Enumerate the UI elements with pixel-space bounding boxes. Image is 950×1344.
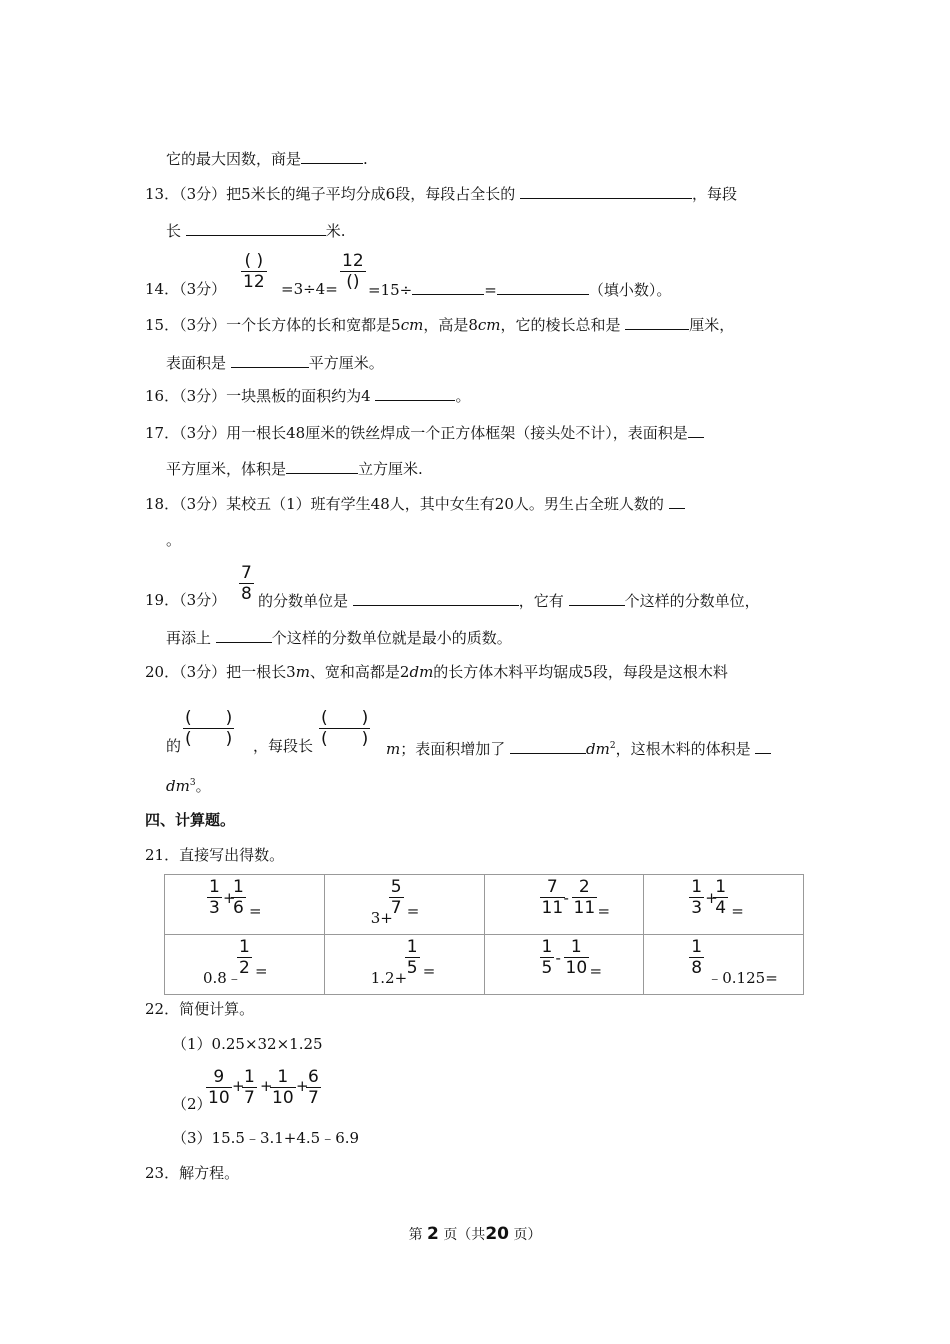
fraction <box>572 878 598 917</box>
question-text: （填小数）。 <box>588 281 672 299</box>
question-score: （3分） <box>179 663 227 681</box>
superscript: 2 <box>609 741 616 751</box>
fraction-denominator: () <box>346 272 360 292</box>
fraction-numerator: 1 <box>691 877 703 897</box>
expression-text: = <box>406 902 420 920</box>
question-20-line2-a <box>166 736 181 756</box>
question-17-line2 <box>166 458 423 479</box>
fraction-denominator: 10 <box>208 1088 230 1108</box>
footer-text: 页） <box>513 1227 542 1243</box>
fraction-denominator: 2 <box>239 958 250 978</box>
answer-blank[interactable] <box>569 590 625 606</box>
fraction-denominator: 5 <box>541 958 553 978</box>
fraction-denominator: ( ) <box>321 729 369 749</box>
fraction-denominator: 3 <box>691 898 703 918</box>
question-19-line2 <box>166 627 512 648</box>
fraction-numerator: 1 <box>239 937 250 957</box>
question-text: ；表面积增加了 <box>400 740 506 758</box>
question-text: ，这根木料的体积是 <box>615 740 751 758</box>
question-number: 17． <box>145 424 180 442</box>
answer-blank[interactable] <box>688 422 704 438</box>
fraction <box>540 878 566 917</box>
question-text: =15÷ <box>368 281 413 299</box>
question-text: 个这样的分数单位就是最小的质数。 <box>271 629 512 647</box>
fraction-numerator: ( ) <box>321 708 369 728</box>
fraction <box>405 938 420 977</box>
question-14-mid <box>281 279 338 299</box>
question-20 <box>145 662 728 682</box>
question-21-title: 21．直接写出得数。 <box>145 846 285 864</box>
question-text: 长 <box>166 222 182 240</box>
expression-text: = <box>589 962 603 980</box>
q22-part3: （3）15.5﹣3.1+4.5﹣6.9 <box>172 1129 360 1147</box>
fraction-denominator: 12 <box>243 272 265 292</box>
unit: m <box>295 663 310 681</box>
fraction <box>306 1068 321 1107</box>
expression-text: + <box>232 1077 245 1095</box>
fraction-numerator: 7 <box>241 563 252 583</box>
fraction-numerator: 9 <box>213 1067 225 1087</box>
fraction-denominator: 10 <box>272 1088 294 1108</box>
question-text: = <box>484 281 497 299</box>
question-score: （3分） <box>179 495 227 513</box>
q12-text: 它的最大因数，商是 <box>166 150 302 168</box>
calc-cell[interactable] <box>165 875 325 935</box>
fraction <box>237 938 252 977</box>
answer-blank[interactable] <box>412 279 484 295</box>
answer-blank[interactable] <box>497 279 589 295</box>
fraction-numerator: 1 <box>570 937 582 957</box>
answer-blank[interactable] <box>375 385 455 401</box>
question-text: ，高是8 <box>423 316 478 334</box>
question-15 <box>145 314 734 335</box>
fraction <box>319 709 370 748</box>
question-17 <box>145 422 704 443</box>
expression-text: = <box>731 902 744 920</box>
question-score: （3分） <box>179 591 227 609</box>
question-text: 。 <box>455 387 471 405</box>
expression-text: = <box>597 902 611 920</box>
calc-cell[interactable] <box>484 935 644 995</box>
question-text: ，每段长 <box>253 737 314 755</box>
question-text: 一个长方体的长和宽都是5 <box>226 316 401 334</box>
question-text: 厘米， <box>689 316 735 334</box>
fraction-numerator: 6 <box>308 1067 319 1087</box>
question-text: ，它有 <box>518 592 564 610</box>
question-text: 把5米长的绳子平均分成6段，每段占全长的 <box>226 185 516 203</box>
fraction-denominator: 7 <box>308 1088 319 1108</box>
expression-text: = <box>255 962 268 980</box>
question-23-title: 23．解方程。 <box>145 1164 240 1182</box>
unit: cm <box>400 316 424 334</box>
question-score: （3分） <box>179 280 227 298</box>
question-number: 16． <box>145 387 180 405</box>
fraction-numerator: 1 <box>541 937 553 957</box>
q12-tail <box>166 148 368 169</box>
answer-blank[interactable] <box>186 220 326 236</box>
question-text: 米. <box>325 222 346 240</box>
fraction-denominator: 5 <box>406 958 418 978</box>
calc-cell[interactable] <box>484 875 644 935</box>
expression-text: + <box>705 889 718 907</box>
question-text: 再添上 <box>166 629 212 647</box>
fraction <box>713 878 728 917</box>
fraction <box>689 938 704 977</box>
answer-blank[interactable] <box>301 148 363 164</box>
question-number: 15． <box>145 316 180 334</box>
answer-blank[interactable] <box>216 627 272 643</box>
question-number: 19． <box>145 591 180 609</box>
question-text: 个这样的分数单位， <box>624 592 760 610</box>
fraction <box>239 564 254 603</box>
fraction-denominator: 7 <box>390 898 402 918</box>
question-text: 立方厘米. <box>358 460 423 478</box>
expression-text: + <box>296 1077 309 1095</box>
calc-cell[interactable] <box>165 935 325 995</box>
fraction <box>241 252 267 291</box>
fraction <box>206 1068 232 1107</box>
answer-blank[interactable] <box>520 183 692 199</box>
question-18 <box>145 493 685 514</box>
fraction-numerator: 7 <box>546 877 558 897</box>
question-20-line3 <box>166 773 211 796</box>
fraction <box>689 878 704 917</box>
question-text: =3÷4= <box>281 280 338 298</box>
fraction <box>540 938 555 977</box>
expression-text: 0.8﹣ <box>203 969 242 987</box>
expression-text: 1.2+ <box>370 969 408 987</box>
question-15-line2 <box>166 352 384 373</box>
unit: m <box>386 740 401 758</box>
fraction <box>564 938 590 977</box>
fraction-numerator: 2 <box>578 877 590 897</box>
question-text: ，它的棱长总和是 <box>500 316 621 334</box>
calc-cell[interactable] <box>644 875 804 935</box>
question-text: 平方厘米，体积是 <box>166 460 287 478</box>
question-text: 平方厘米。 <box>308 354 384 372</box>
question-score: （3分） <box>179 387 227 405</box>
unit: cm <box>477 316 501 334</box>
fraction-denominator: 11 <box>541 898 564 918</box>
fraction-numerator: 1 <box>209 877 220 897</box>
answer-blank[interactable] <box>755 738 771 754</box>
superscript: 3 <box>189 778 196 788</box>
fraction-denominator: 10 <box>565 958 588 978</box>
question-19 <box>145 590 226 610</box>
question-20-line2-b <box>253 736 313 756</box>
question-13 <box>145 183 737 204</box>
fraction-denominator: 11 <box>573 898 596 918</box>
fraction <box>389 878 404 917</box>
question-19-rest <box>258 590 760 611</box>
fraction-numerator: 1 <box>244 1067 255 1087</box>
fraction-denominator: 8 <box>691 958 703 978</box>
question-score: （3分） <box>179 185 227 203</box>
fraction-numerator: 1 <box>277 1067 289 1087</box>
question-text: 某校五（1）班有学生48人，其中女生有20人。男生占全班人数的 <box>226 495 664 513</box>
fraction <box>231 878 246 917</box>
question-22-title: 22．简便计算。 <box>145 1000 255 1018</box>
q12-end: . <box>363 150 368 168</box>
answer-blank[interactable] <box>353 590 519 606</box>
expression-text: ﹣0.125= <box>707 969 778 987</box>
fraction-denominator: ( ) <box>185 729 233 749</box>
fraction <box>270 1068 296 1107</box>
fraction-numerator: 1 <box>691 937 703 957</box>
question-number: 18． <box>145 495 180 513</box>
q22-part2-label: （2） <box>172 1095 212 1113</box>
answer-blank[interactable] <box>669 493 685 509</box>
section-heading: 四、计算题。 <box>145 811 236 829</box>
fraction-numerator: 12 <box>342 251 364 271</box>
fraction-numerator: 1 <box>715 877 727 897</box>
answer-blank[interactable] <box>510 738 586 754</box>
fraction-denominator: 6 <box>233 898 244 918</box>
expression-text: + <box>223 889 236 907</box>
question-text: 。 <box>166 531 182 549</box>
expression-text: - <box>563 889 569 907</box>
fraction-numerator: ( ) <box>244 251 264 271</box>
fraction-numerator: 1 <box>406 937 418 957</box>
question-text: 用一根长48厘米的铁丝焊成一个正方体框架（接头处不计），表面积是 <box>226 424 688 442</box>
question-text: 表面积是 <box>166 354 227 372</box>
question-number: 14． <box>145 280 180 298</box>
answer-blank[interactable] <box>286 458 358 474</box>
question-20-line2-c <box>386 736 771 759</box>
question-text: 。 <box>195 777 211 795</box>
question-13-line2 <box>166 220 346 241</box>
question-text: 的分数单位是 <box>258 592 349 610</box>
fraction-numerator: 5 <box>390 877 402 897</box>
total-pages: 20 <box>485 1224 509 1244</box>
footer-text: 第 <box>408 1227 423 1243</box>
expression-text: 3+ <box>370 909 393 927</box>
question-text: ，每段 <box>692 185 738 203</box>
unit: dm <box>409 663 434 681</box>
fraction <box>340 252 366 291</box>
fraction-denominator: 7 <box>244 1088 255 1108</box>
fraction-denominator: 8 <box>241 584 252 604</box>
fraction-denominator: 4 <box>715 898 727 918</box>
calc-cell[interactable] <box>644 935 804 995</box>
fraction <box>207 878 222 917</box>
question-number: 13． <box>145 185 180 203</box>
answer-blank[interactable] <box>625 314 689 330</box>
question-score: （3分） <box>179 316 227 334</box>
question-text: 把一根长3 <box>226 663 296 681</box>
question-score: （3分） <box>179 424 227 442</box>
question-14-rest <box>368 279 671 300</box>
question-number: 20． <box>145 663 180 681</box>
question-18-line2 <box>166 530 181 550</box>
fraction <box>183 709 234 748</box>
footer-text: 页（共 <box>443 1227 486 1243</box>
expression-text: = <box>249 902 262 920</box>
expression-text: = <box>422 962 436 980</box>
question-14 <box>145 279 226 299</box>
page-footer <box>0 1224 950 1244</box>
question-text: 的 <box>166 737 182 755</box>
question-text: 、宽和高都是2 <box>309 663 410 681</box>
expression-text: + <box>260 1077 273 1095</box>
q22-part1: （1）0.25×32×1.25 <box>172 1035 323 1053</box>
calc-table <box>164 874 804 995</box>
calc-cell[interactable] <box>324 875 484 935</box>
calc-cell[interactable] <box>324 935 484 995</box>
fraction-numerator: 1 <box>233 877 244 897</box>
answer-blank[interactable] <box>231 352 309 368</box>
fraction <box>242 1068 257 1107</box>
question-16 <box>145 385 470 406</box>
expression-text: - <box>555 949 561 967</box>
unit: dm <box>586 740 610 758</box>
page-number: 2 <box>427 1224 439 1244</box>
question-text: 一块黑板的面积约为4 <box>226 387 371 405</box>
question-text: 的长方体木料平均锯成5段，每段是这根木料 <box>433 663 728 681</box>
unit: dm <box>166 777 190 795</box>
fraction-denominator: 3 <box>209 898 220 918</box>
fraction-numerator: ( ) <box>185 708 233 728</box>
